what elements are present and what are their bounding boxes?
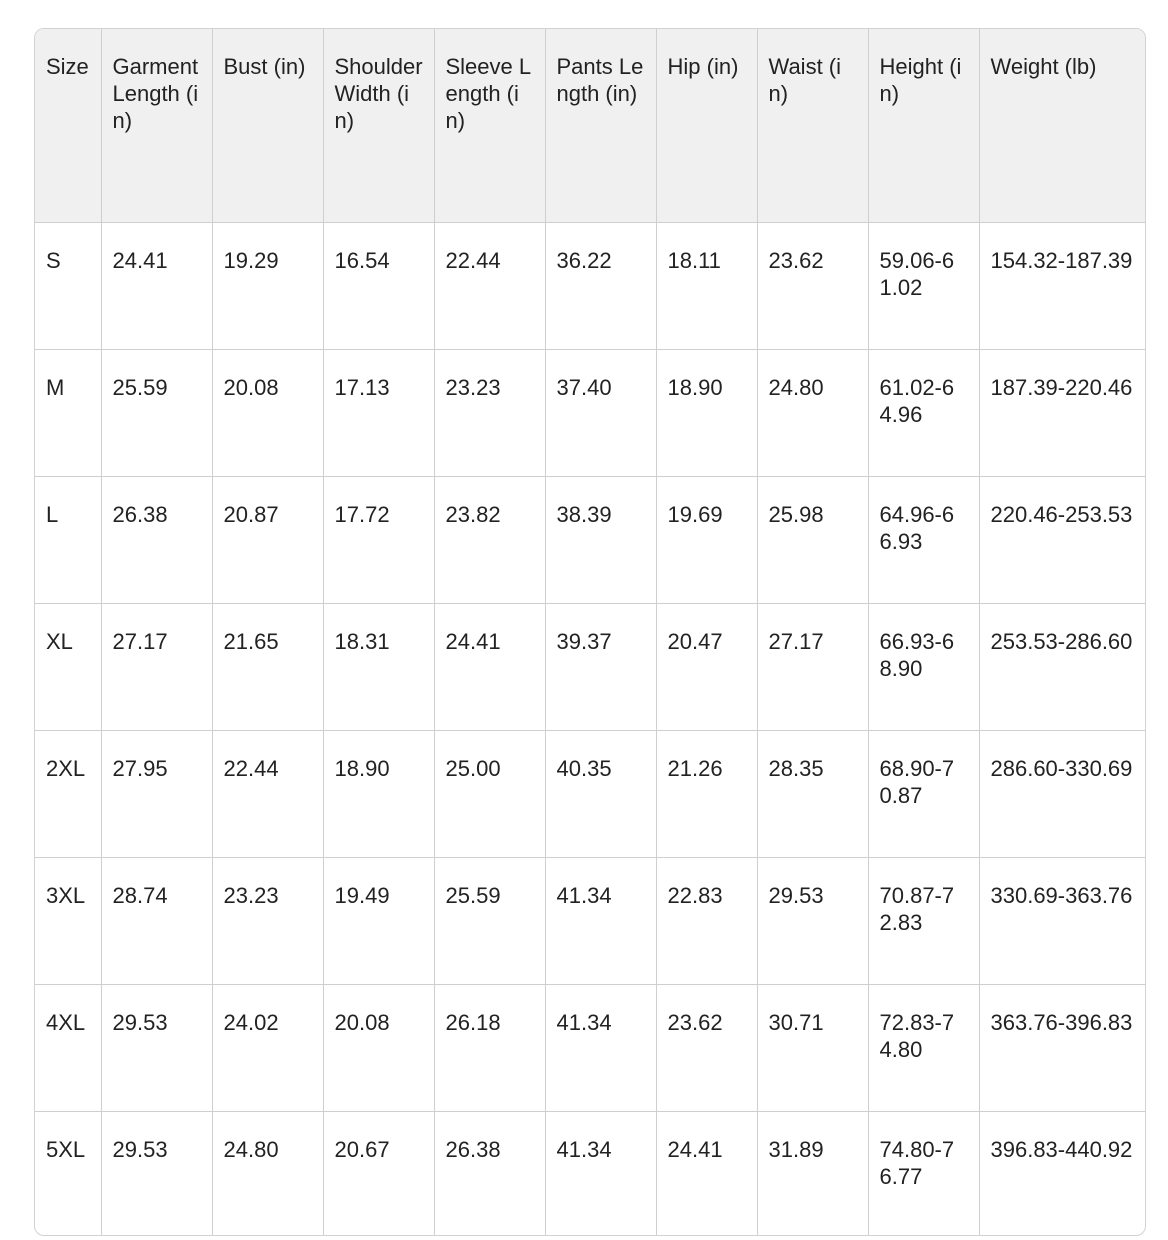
header-shoulder-width: Shoulder Width (in): [323, 29, 434, 222]
cell-hip: 23.62: [656, 984, 757, 1111]
header-pants-length: Pants Length (in): [545, 29, 656, 222]
table-row: [35, 1111, 1146, 1236]
cell-sleeve-length: 24.41: [434, 603, 545, 730]
cell-garment-length: 29.53: [101, 984, 212, 1111]
cell-pants-length: 41.34: [545, 1111, 656, 1236]
cell-weight: 187.39-220.46: [979, 349, 1146, 476]
cell-height: 59.06-61.02: [868, 222, 979, 349]
cell-bust: 23.23: [212, 857, 323, 984]
cell-bust: 20.87: [212, 476, 323, 603]
cell-sleeve-length: 22.44: [434, 222, 545, 349]
table-row: [35, 349, 1146, 476]
cell-sleeve-length: 25.00: [434, 730, 545, 857]
cell-sleeve-length: 23.82: [434, 476, 545, 603]
cell-bust: 19.29: [212, 222, 323, 349]
cell-height: 68.90-70.87: [868, 730, 979, 857]
cell-waist: 24.80: [757, 349, 868, 476]
cell-hip: 22.83: [656, 857, 757, 984]
cell-height: 66.93-68.90: [868, 603, 979, 730]
cell-garment-length: 27.95: [101, 730, 212, 857]
cell-hip: 20.47: [656, 603, 757, 730]
cell-waist: 31.89: [757, 1111, 868, 1236]
header-bust: Bust (in): [212, 29, 323, 222]
cell-size: M: [35, 349, 101, 476]
cell-garment-length: 29.53: [101, 1111, 212, 1236]
cell-pants-length: 39.37: [545, 603, 656, 730]
cell-height: 74.80-76.77: [868, 1111, 979, 1236]
header-hip: Hip (in): [656, 29, 757, 222]
cell-sleeve-length: 23.23: [434, 349, 545, 476]
cell-pants-length: 41.34: [545, 857, 656, 984]
cell-shoulder-width: 16.54: [323, 222, 434, 349]
cell-hip: 21.26: [656, 730, 757, 857]
cell-garment-length: 25.59: [101, 349, 212, 476]
cell-waist: 25.98: [757, 476, 868, 603]
cell-bust: 24.80: [212, 1111, 323, 1236]
header-garment-length: Garment Length (in): [101, 29, 212, 222]
cell-height: 72.83-74.80: [868, 984, 979, 1111]
header-weight: Weight (lb): [979, 29, 1146, 222]
cell-hip: 18.90: [656, 349, 757, 476]
cell-height: 64.96-66.93: [868, 476, 979, 603]
cell-hip: 18.11: [656, 222, 757, 349]
cell-hip: 19.69: [656, 476, 757, 603]
cell-size: 5XL: [35, 1111, 101, 1236]
cell-pants-length: 36.22: [545, 222, 656, 349]
cell-bust: 22.44: [212, 730, 323, 857]
table-row: [35, 603, 1146, 730]
cell-weight: 330.69-363.76: [979, 857, 1146, 984]
header-size: Size: [35, 29, 101, 222]
cell-weight: 253.53-286.60: [979, 603, 1146, 730]
cell-size: 4XL: [35, 984, 101, 1111]
cell-height: 70.87-72.83: [868, 857, 979, 984]
cell-shoulder-width: 18.90: [323, 730, 434, 857]
cell-garment-length: 27.17: [101, 603, 212, 730]
cell-sleeve-length: 25.59: [434, 857, 545, 984]
cell-waist: 23.62: [757, 222, 868, 349]
cell-waist: 30.71: [757, 984, 868, 1111]
cell-pants-length: 40.35: [545, 730, 656, 857]
size-chart-table-container: [34, 28, 1146, 1236]
cell-size: XL: [35, 603, 101, 730]
cell-shoulder-width: 17.13: [323, 349, 434, 476]
cell-height: 61.02-64.96: [868, 349, 979, 476]
cell-pants-length: 37.40: [545, 349, 656, 476]
cell-size: 2XL: [35, 730, 101, 857]
table-row: [35, 222, 1146, 349]
table-row: [35, 730, 1146, 857]
table-row: [35, 857, 1146, 984]
cell-shoulder-width: 18.31: [323, 603, 434, 730]
cell-weight: 154.32-187.39: [979, 222, 1146, 349]
table-body: [35, 222, 1146, 1236]
cell-bust: 20.08: [212, 349, 323, 476]
cell-garment-length: 28.74: [101, 857, 212, 984]
cell-garment-length: 26.38: [101, 476, 212, 603]
cell-garment-length: 24.41: [101, 222, 212, 349]
header-waist: Waist (in): [757, 29, 868, 222]
cell-shoulder-width: 20.67: [323, 1111, 434, 1236]
header-height: Height (in): [868, 29, 979, 222]
cell-weight: 363.76-396.83: [979, 984, 1146, 1111]
table-row: [35, 984, 1146, 1111]
cell-shoulder-width: 20.08: [323, 984, 434, 1111]
cell-waist: 29.53: [757, 857, 868, 984]
cell-weight: 220.46-253.53: [979, 476, 1146, 603]
cell-shoulder-width: 19.49: [323, 857, 434, 984]
cell-pants-length: 41.34: [545, 984, 656, 1111]
size-chart-table: [35, 29, 1146, 1236]
cell-weight: 286.60-330.69: [979, 730, 1146, 857]
cell-waist: 27.17: [757, 603, 868, 730]
cell-size: 3XL: [35, 857, 101, 984]
cell-pants-length: 38.39: [545, 476, 656, 603]
cell-sleeve-length: 26.38: [434, 1111, 545, 1236]
header-sleeve-length: Sleeve Length (in): [434, 29, 545, 222]
cell-weight: 396.83-440.92: [990, 1136, 1133, 1162]
cell-bust: 24.02: [212, 984, 323, 1111]
cell-waist: 28.35: [757, 730, 868, 857]
cell-hip: 24.41: [656, 1111, 757, 1236]
cell-sleeve-length: 26.18: [434, 984, 545, 1111]
cell-shoulder-width: 17.72: [323, 476, 434, 603]
header-row: [35, 29, 1146, 222]
cell-size: L: [35, 476, 101, 603]
cell-size: S: [35, 222, 101, 349]
cell-bust: 21.65: [212, 603, 323, 730]
table-row: [35, 476, 1146, 603]
